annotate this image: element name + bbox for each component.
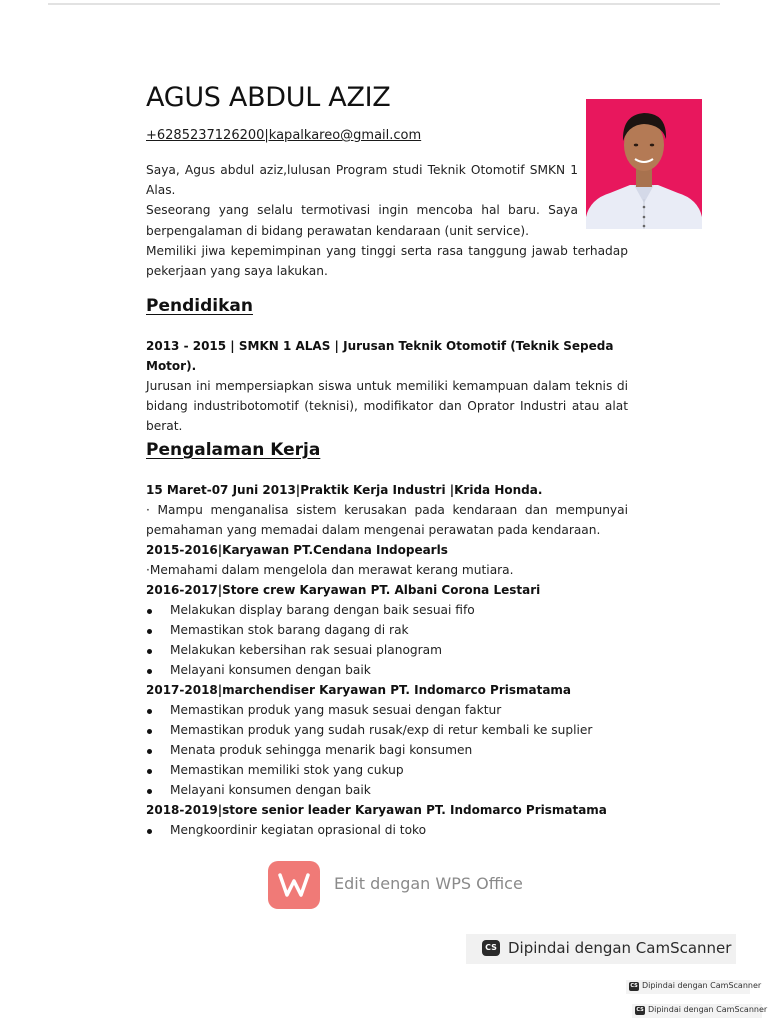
camscanner-watermark — [466, 934, 736, 964]
education-heading: Pendidikan — [146, 296, 253, 316]
candidate-name: AGUS ABDUL AZIZ — [146, 82, 391, 113]
job-title: 15 Maret-07 Juni 2013|Praktik Kerja Industri |Krida Honda. — [146, 483, 543, 497]
education-section — [146, 336, 628, 436]
list-item: Melakukan kebersihan rak sesuai planogram — [146, 640, 628, 660]
job-description: · Mampu menganalisa sistem kerusakan pada kendaraan dan mempunyai pemahaman yang memadai dalam mengenai perawatan pada kendaraan. — [146, 503, 628, 537]
camscanner-logo-icon: CS — [482, 940, 500, 956]
camscanner-logo-icon: CS — [636, 1007, 644, 1013]
wps-office-logo-icon[interactable] — [268, 861, 320, 909]
list-item: Memastikan produk yang sudah rusak/exp di retur kembali ke suplier — [146, 720, 628, 740]
job-description: ·Memahami dalam mengelola dan merawat kerang mutiara. — [146, 563, 514, 577]
summary-motivation: Seseorang yang selalu termotivasi ingin mencoba hal baru. Saya berpengalaman di bidang perawatan kendaraan (unit service). — [146, 203, 578, 238]
job-title: 2015-2016|Karyawan PT.Cendana Indopearls — [146, 543, 448, 557]
summary-intro: Saya, Agus abdul aziz,lulusan Program studi Teknik Otomotif SMKN 1 Alas. — [146, 163, 578, 198]
experience-heading: Pengalaman Kerja — [146, 440, 321, 460]
list-item: Memastikan produk yang masuk sesuai dengan faktur — [146, 700, 628, 720]
job-duties-list — [146, 820, 628, 840]
list-item: Melayani konsumen dengan baik — [146, 780, 628, 800]
wps-edit-link[interactable]: Edit dengan WPS Office — [334, 874, 523, 893]
list-item: Memastikan memiliki stok yang cukup — [146, 760, 628, 780]
profile-summary — [146, 160, 628, 281]
contact-info[interactable]: +6285237126200|kapalkareo@gmail.com — [146, 128, 422, 143]
camscanner-text: Dipindai dengan CamScanner — [508, 939, 732, 957]
job-duties-list — [146, 700, 628, 800]
education-title: 2013 - 2015 | SMKN 1 ALAS | Jurusan Teknik Otomotif (Teknik Sepeda Motor). — [146, 339, 614, 373]
job-title: 2018-2019|store senior leader Karyawan PT. Indomarco Prismatama — [146, 803, 607, 817]
job-title: 2017-2018|marchendiser Karyawan PT. Indomarco Prismatama — [146, 683, 572, 697]
camscanner-watermark-small — [626, 980, 762, 994]
summary-leadership: Memiliki jiwa kepemimpinan yang tinggi serta rasa tanggung jawab terhadap pekerjaan yang saya lakukan. — [146, 243, 628, 279]
job-duties-list — [146, 600, 628, 680]
camscanner-watermark-small — [632, 1004, 768, 1018]
experience-section — [146, 480, 628, 840]
education-description: Jurusan ini mempersiapkan siswa untuk memiliki kemampuan dalam teknis di bidang industribotomotif (teknisi), modifikator dan Oprator Industri atau alat berat. — [146, 379, 628, 433]
job-title: 2016-2017|Store crew Karyawan PT. Albani Corona Lestari — [146, 583, 541, 597]
list-item: Mengkoordinir kegiatan oprasional di toko — [146, 820, 628, 840]
camscanner-text: Dipindai dengan CamScanner — [648, 1005, 768, 1014]
wps-w-glyph-icon — [268, 861, 320, 909]
camscanner-logo-icon: CS — [630, 983, 638, 989]
list-item: Memastikan stok barang dagang di rak — [146, 620, 628, 640]
top-divider — [48, 3, 720, 5]
list-item: Menata produk sehingga menarik bagi konsumen — [146, 740, 628, 760]
list-item: Melakukan display barang dengan baik sesuai fifo — [146, 600, 628, 620]
list-item: Melayani konsumen dengan baik — [146, 660, 628, 680]
camscanner-text: Dipindai dengan CamScanner — [642, 981, 762, 990]
